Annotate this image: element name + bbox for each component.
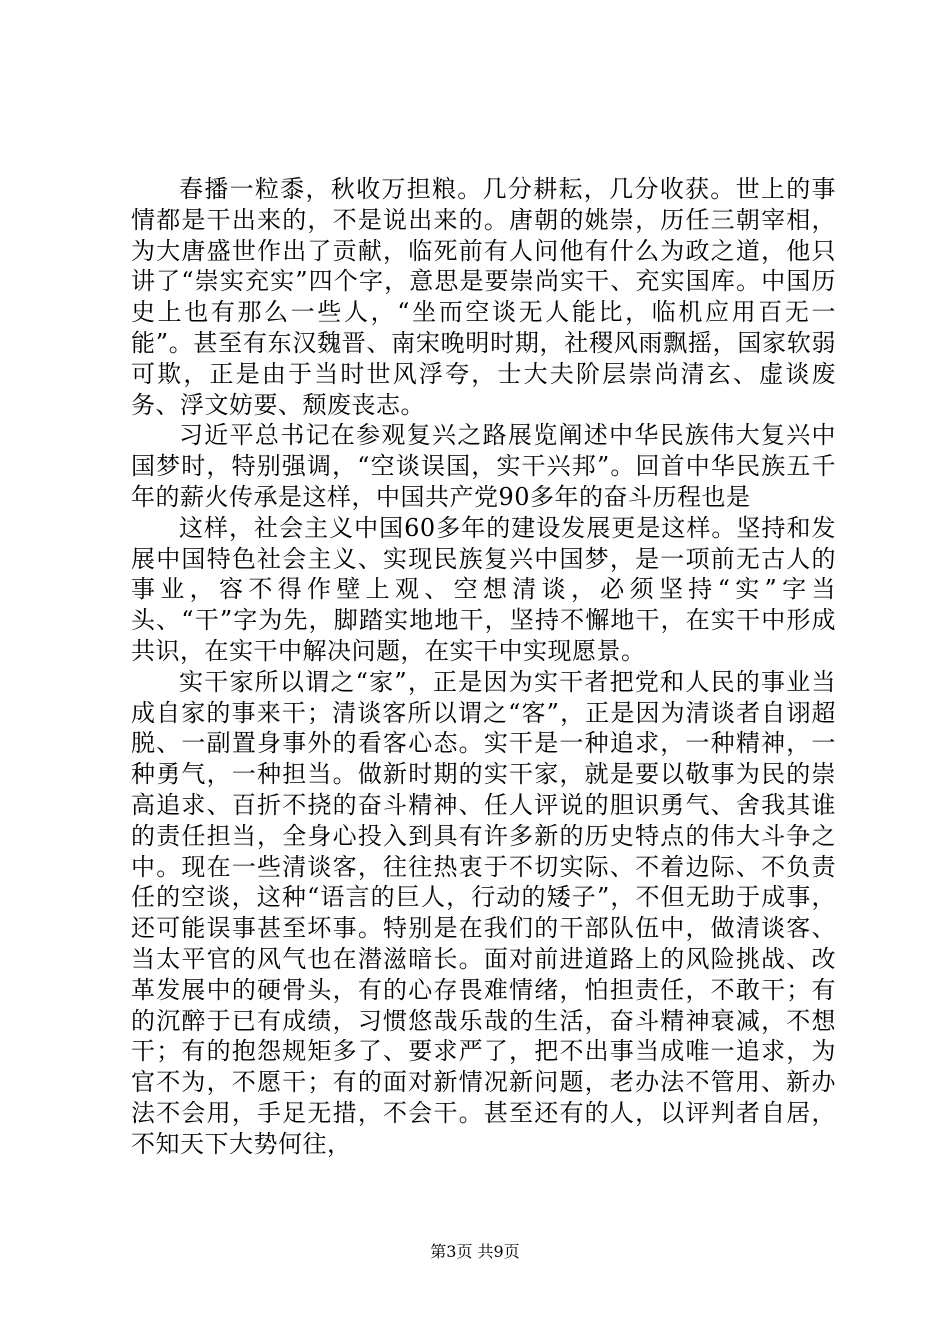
document-body [131,174,836,1160]
page-number-footer: 第3页 共9页 [430,1242,520,1261]
paragraph: 这样，社会主义中国60多年的建设发展更是这样。坚持和发展中国特色社会主义、实现民族复兴中国梦，是一项前无古人的事业，容不得作壁上观、空想清谈，必须坚持“实”字当头、“干”字为先，脚踏实地地干，坚持不懈地干，在实干中形成共识，在实干中解决问题，在实干中实现愿景。 [131,513,836,665]
paragraph: 实干家所以谓之“家”，正是因为实干者把党和人民的事业当成自家的事来干；清谈客所以谓之“客”，正是因为清谈者自诩超脱、一副置身事外的看客心态。实干是一种追求，一种精神，一种勇气，一种担当。做新时期的实干家，就是要以敬事为民的崇高追求、百折不挠的奋斗精神、任人评说的胆识勇气、舍我其谁的责任担当，全身心投入到具有许多新的历史特点的伟大斗争之中。现在一些清谈客，往往热衷于不切实际、不着边际、不负责任的空谈，这种“语言的巨人，行动的矮子”，不但无助于成事，还可能误事甚至坏事。特别是在我们的干部队伍中，做清谈客、当太平官的风气也在潜滋暗长。面对前进道路上的风险挑战、改革发展中的硬骨头，有的心存畏难情绪，怕担责任，不敢干；有的沉醉于已有成绩，习惯悠哉乐哉的生活，奋斗精神衰减，不想干；有的抱怨规矩多了、要求严了，把不出事当成唯一追求，为官不为，不愿干；有的面对新情况新问题，老办法不管用、新办法不会用，手足无措，不会干。甚至还有的人，以评判者自居，不知天下大势何往， [131,667,836,1158]
paragraph: 春播一粒黍，秋收万担粮。几分耕耘，几分收获。世上的事情都是干出来的，不是说出来的。唐朝的姚崇，历任三朝宰相，为大唐盛世作出了贡献，临死前有人问他有什么为政之道，他只讲了“崇实充实”四个字，意思是要崇尚实干、充实国库。中国历史上也有那么一些人，“坐而空谈无人能比，临机应用百无一能”。甚至有东汉魏晋、南宋晚明时期，社稷风雨飘摇，国家软弱可欺，正是由于当时世风浮夸，士大夫阶层崇尚清玄、虚谈废务、浮文妨要、颓废丧志。 [131,175,836,419]
paragraph: 习近平总书记在参观复兴之路展览阐述中华民族伟大复兴中国梦时，特别强调，“空谈误国，实干兴邦”。回首中华民族五千年的薪火传承是这样，中国共产党90多年的奋斗历程也是 [131,421,836,511]
